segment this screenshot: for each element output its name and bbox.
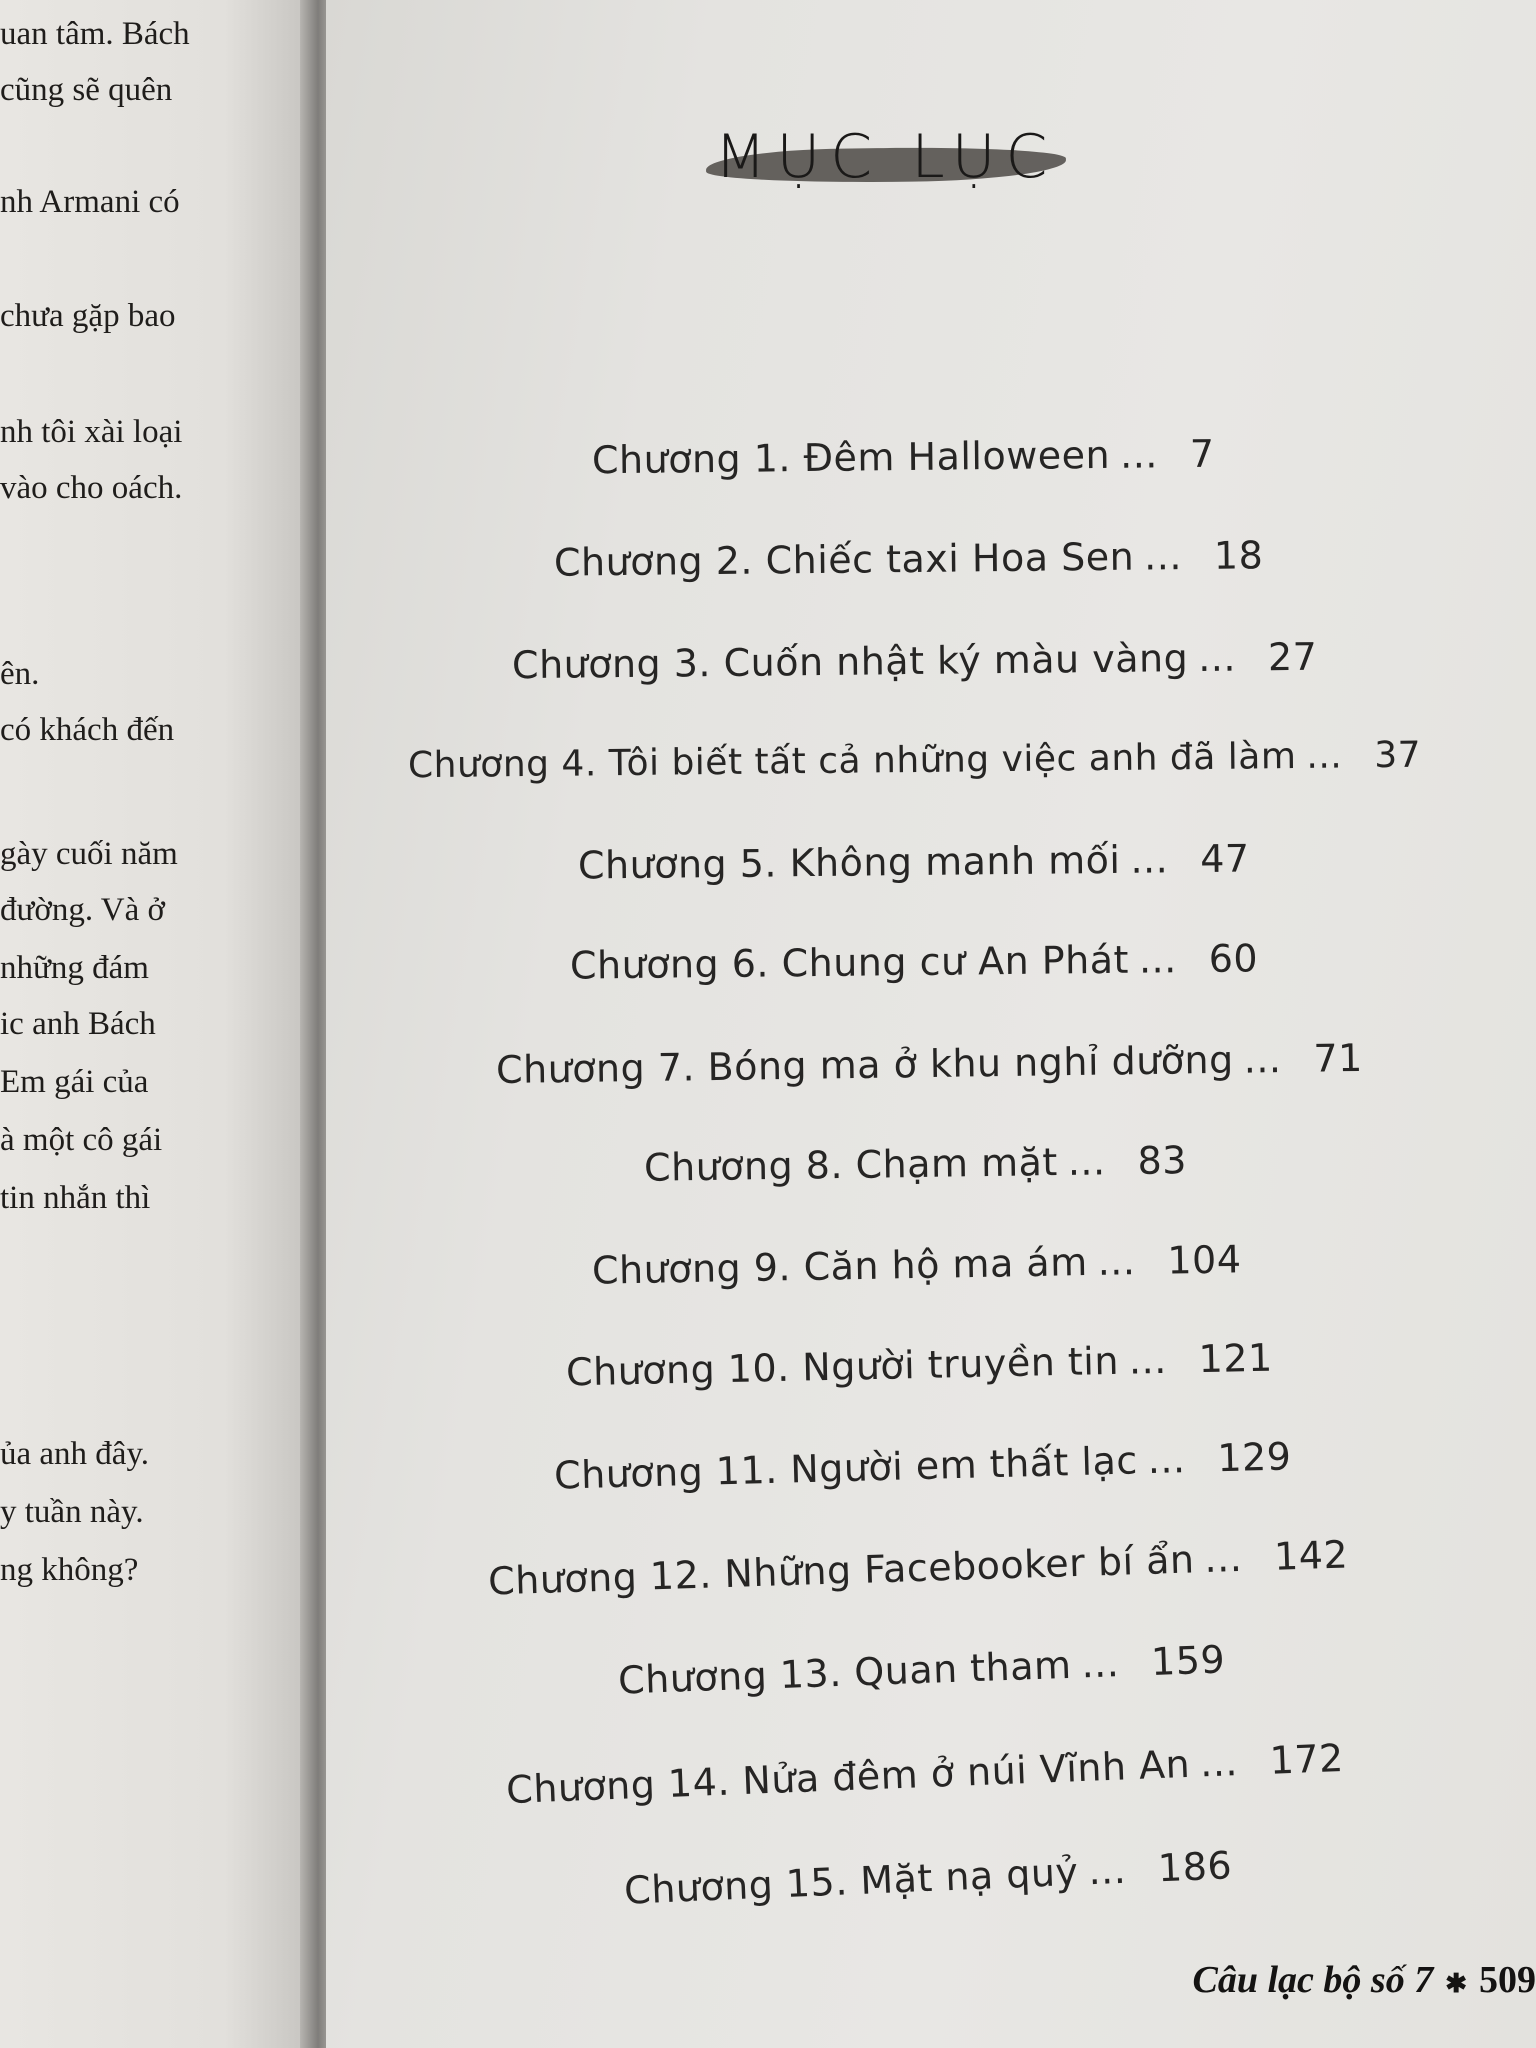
left-text-line: ủa anh đây. bbox=[0, 1436, 150, 1472]
toc-entry-title: Chương 8. Chạm mặt bbox=[643, 1140, 1059, 1190]
left-text-line: Em gái của bbox=[0, 1064, 149, 1100]
toc-entry-page: 159 bbox=[1150, 1637, 1226, 1684]
toc-entry-title: Chương 15. Mặt nạ quỷ bbox=[623, 1849, 1080, 1913]
left-text-line: uan tâm. Bách bbox=[0, 16, 190, 52]
toc-entry bbox=[566, 1336, 1274, 1395]
toc-entry-page: 18 bbox=[1213, 533, 1264, 578]
toc-entry-dots: ... bbox=[1087, 1847, 1127, 1894]
toc-entry-title: Chương 5. Không manh mối bbox=[577, 837, 1121, 888]
toc-entry-page: 172 bbox=[1268, 1735, 1345, 1783]
toc-entry-title: Chương 6. Chung cư An Phát bbox=[569, 937, 1130, 988]
right-page bbox=[326, 0, 1536, 2048]
toc-entry-page: 7 bbox=[1189, 431, 1215, 476]
toc-entry-page: 121 bbox=[1198, 1335, 1274, 1382]
toc-entry-dots: ... bbox=[1203, 1535, 1243, 1581]
left-text-line: nh tôi xài loại bbox=[0, 414, 183, 450]
toc-entry-title: Chương 3. Cuốn nhật ký màu vàng bbox=[511, 636, 1189, 688]
toc-entry bbox=[617, 1637, 1225, 1702]
toc-heading bbox=[706, 118, 1066, 208]
left-text-line: những đám bbox=[0, 950, 149, 986]
toc-heading-text: MỤC LỤC bbox=[714, 122, 1058, 192]
toc-entry bbox=[505, 1736, 1344, 1812]
toc-entry bbox=[623, 1843, 1233, 1912]
toc-entry-title: Chương 4. Tôi biết tất cả những việc anh đã làm bbox=[407, 736, 1297, 787]
toc-entry-title: Chương 11. Người em thất lạc bbox=[553, 1438, 1139, 1498]
toc-entry bbox=[578, 836, 1250, 887]
left-text-line: chưa gặp bao bbox=[0, 298, 176, 334]
toc-entry-page: 186 bbox=[1157, 1843, 1233, 1891]
toc-entry-dots: ... bbox=[1130, 837, 1169, 882]
left-text-line: cũng sẽ quên bbox=[0, 72, 173, 108]
toc-entry-dots: ... bbox=[1243, 1037, 1282, 1082]
toc-entry bbox=[592, 1237, 1242, 1292]
toc-entry-page: 47 bbox=[1199, 836, 1250, 881]
toc-entry-page: 60 bbox=[1208, 936, 1259, 981]
toc-entry-dots: ... bbox=[1097, 1239, 1136, 1284]
toc-entry-dots: ... bbox=[1306, 735, 1343, 777]
toc-entry-title: Chương 13. Quan tham bbox=[617, 1642, 1073, 1703]
toc-entry-dots: ... bbox=[1197, 635, 1237, 681]
left-text-line: ng không? bbox=[0, 1552, 139, 1588]
toc-entry bbox=[554, 533, 1264, 584]
left-text-line: vào cho oách. bbox=[0, 470, 183, 506]
toc-entry-dots: ... bbox=[1119, 432, 1159, 477]
toc-entry-title: Chương 9. Căn hộ ma ám bbox=[591, 1240, 1089, 1293]
toc-entry-title: Chương 14. Nửa đêm ở núi Vĩnh An bbox=[505, 1741, 1191, 1813]
toc-entry-dots: ... bbox=[1067, 1139, 1106, 1184]
toc-entry-dots: ... bbox=[1138, 937, 1177, 982]
left-text-line: đường. Và ở bbox=[0, 892, 165, 928]
left-text-line: ic anh Bách bbox=[0, 1006, 156, 1042]
toc-entry bbox=[488, 1532, 1349, 1603]
toc-entry-title: Chương 10. Người truyền tin bbox=[565, 1338, 1120, 1395]
toc-entry-page: 142 bbox=[1273, 1532, 1349, 1579]
left-page bbox=[0, 0, 320, 2048]
toc-entry-dots: ... bbox=[1080, 1641, 1120, 1687]
toc-entry-dots: ... bbox=[1128, 1337, 1168, 1383]
toc-entry-dots: ... bbox=[1143, 534, 1183, 579]
toc-entry bbox=[408, 735, 1421, 787]
toc-entry-title: Chương 1. Đêm Halloween bbox=[591, 432, 1111, 483]
toc-entry bbox=[592, 432, 1215, 483]
left-text-line: gày cuối năm bbox=[0, 836, 178, 872]
left-text-line: ên. bbox=[0, 656, 40, 692]
toc-entry bbox=[496, 1036, 1363, 1092]
toc-entry-dots: ... bbox=[1147, 1437, 1186, 1483]
footer-separator-icon: ✱ bbox=[1445, 1969, 1467, 1998]
toc-entry-page: 104 bbox=[1166, 1237, 1242, 1283]
toc-entry-page: 27 bbox=[1267, 634, 1318, 680]
toc-entry bbox=[644, 1138, 1187, 1190]
toc-entry-page: 129 bbox=[1216, 1434, 1292, 1481]
toc-entry bbox=[554, 1434, 1292, 1497]
toc-entry bbox=[512, 635, 1318, 687]
toc-entry-dots: ... bbox=[1199, 1740, 1239, 1786]
page-footer bbox=[1193, 1958, 1536, 2002]
footer-page-number: 509 bbox=[1479, 1959, 1536, 2001]
toc-entry-title: Chương 7. Bóng ma ở khu nghỉ dưỡng bbox=[495, 1037, 1235, 1093]
left-text-line: y tuần này. bbox=[0, 1494, 144, 1530]
left-text-line: nh Armani có bbox=[0, 184, 180, 220]
left-text-line: tin nhắn thì bbox=[0, 1180, 151, 1216]
toc-entry-page: 71 bbox=[1313, 1035, 1364, 1081]
toc-entry-title: Chương 12. Những Facebooker bí ẩn bbox=[487, 1537, 1196, 1604]
toc-entry-page: 83 bbox=[1137, 1138, 1188, 1183]
footer-book-title: Câu lạc bộ số 7 bbox=[1192, 1959, 1434, 2001]
toc-entry-page: 37 bbox=[1374, 734, 1422, 777]
toc-entry-title: Chương 2. Chiếc taxi Hoa Sen bbox=[553, 534, 1135, 585]
left-text-line: có khách đến bbox=[0, 712, 175, 748]
toc-entry bbox=[570, 936, 1258, 987]
left-text-line: à một cô gái bbox=[0, 1122, 163, 1158]
